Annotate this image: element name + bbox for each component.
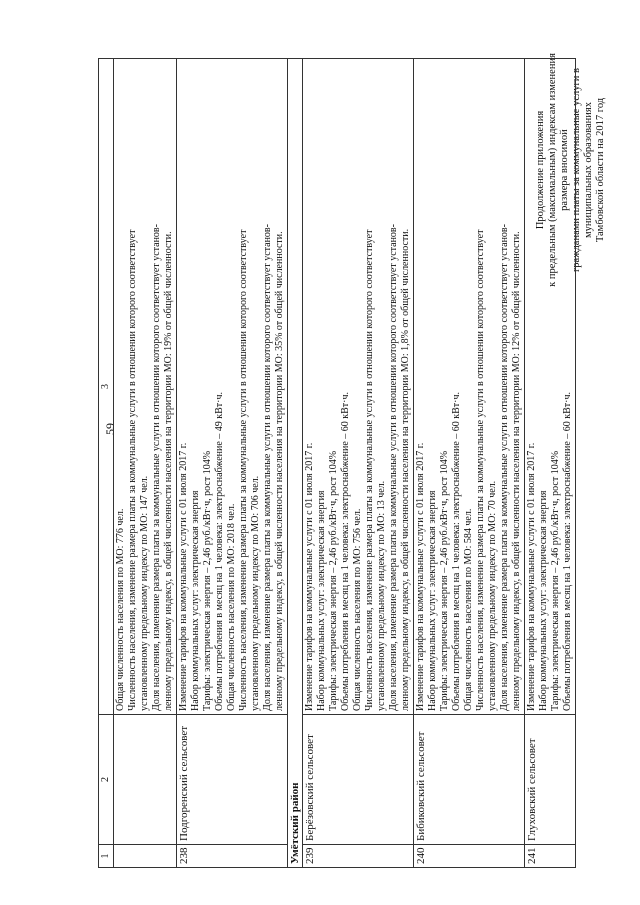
- header-line: гражданами платы за коммунальные услуги в муниципальных образованиях: [571, 67, 594, 273]
- detail-line: Численность населения, изменение размера платы за коммунальные услуги в отношении которого соответствует: [238, 229, 249, 711]
- detail-line: Численность населения, изменение размера платы за коммунальные услуги в отношении которого соответствует: [127, 229, 138, 711]
- row-number: [114, 845, 177, 868]
- detail-line: установленному предельному индексу по МО: 70 чел.: [487, 480, 498, 711]
- column-header: 1: [99, 845, 114, 868]
- detail-line: Тарифы: электрическая энергия – 2,46 руб./кВт·ч, рост 104%: [328, 450, 339, 711]
- column-header: 2: [99, 715, 114, 845]
- table-row: [525, 59, 576, 868]
- municipality-name: Берёзовский сельсовет: [303, 715, 414, 845]
- table-row: [414, 59, 525, 868]
- detail-line: установленному предельному индексу по МО: 13 чел.: [376, 480, 387, 711]
- detail-line: ленному предельному индексу, в общей численности населения на территории МО: 1,8% от общей численности.: [400, 228, 411, 711]
- municipality-name: Подгоренский сельсовет: [177, 715, 288, 845]
- detail-line: Общая численность населения по МО: 756 чел.: [352, 508, 363, 711]
- district-heading: Умётский район: [288, 59, 303, 868]
- municipality-name: Глуховский сельсовет: [525, 715, 576, 845]
- municipality-name: [114, 715, 177, 845]
- detail-line: ленному предельному индексу, в общей численности населения на территории МО: 35% от общей численности.: [274, 231, 285, 711]
- tariff-details: [303, 59, 414, 715]
- row-number: 239: [303, 845, 414, 868]
- municipality-name: Бибиковский сельсовет: [414, 715, 525, 845]
- tariff-details: [525, 59, 576, 715]
- header-line: Продолжение приложения: [535, 110, 546, 230]
- row-number: 240: [414, 845, 525, 868]
- detail-line: Изменение тарифов на коммунальные услуги с 01 июля 2017 г.: [178, 442, 189, 711]
- tariff-details: [114, 59, 177, 715]
- tariff-table: [98, 58, 576, 868]
- detail-line: Доля населения, изменение размера платы за коммунальные услуги в отношении которого соответствует установ-: [151, 224, 162, 711]
- detail-line: Объемы потребления в месяц на 1 человека: электроснабжение – 60 кВт·ч.: [451, 391, 462, 711]
- tariff-details: [414, 59, 525, 715]
- table-row: [114, 59, 177, 868]
- page-number: 59: [103, 423, 117, 435]
- detail-line: Объемы потребления в месяц на 1 человека: электроснабжение – 60 кВт·ч.: [562, 391, 573, 711]
- detail-line: Общая численность населения по МО: 2018 чел.: [226, 503, 237, 711]
- detail-line: Общая численность населения по МО: 584 чел.: [463, 508, 474, 711]
- detail-line: Численность населения, изменение размера платы за коммунальные услуги в отношении которого соответствует: [364, 229, 375, 711]
- row-number: 241: [525, 845, 576, 868]
- detail-line: установленному предельному индексу по МО: 147 чел.: [139, 475, 150, 711]
- detail-line: установленному предельному индексу по МО: 706 чел.: [250, 475, 261, 711]
- header-line: к предельным (максимальным) индексам изменения размера вносимой: [547, 53, 570, 287]
- detail-line: Тарифы: электрическая энергия – 2,46 руб./кВт·ч, рост 104%: [439, 450, 450, 711]
- tariff-details: [177, 59, 288, 715]
- detail-line: Набор коммунальных услуг: электрическая энергия: [427, 490, 438, 711]
- detail-line: Тарифы: электрическая энергия – 2,46 руб./кВт·ч, рост 104%: [550, 450, 561, 711]
- header-row: [99, 59, 114, 868]
- detail-line: ленному предельному индексу, в общей численности населения на территории МО: 19% от общей численности.: [163, 231, 174, 711]
- detail-line: Набор коммунальных услуг: электрическая энергия: [316, 490, 327, 711]
- row-number: 238: [177, 845, 288, 868]
- detail-line: Изменение тарифов на коммунальные услуги с 01 июля 2017 г.: [304, 442, 315, 711]
- detail-line: Общая численность населения по МО: 776 чел.: [115, 508, 126, 711]
- detail-line: Изменение тарифов на коммунальные услуги с 01 июля 2017 г.: [526, 442, 537, 711]
- detail-line: Изменение тарифов на коммунальные услуги с 01 июля 2017 г.: [415, 442, 426, 711]
- column-header: 3: [99, 59, 114, 715]
- table-row: [177, 59, 288, 868]
- detail-line: Набор коммунальных услуг: электрическая энергия: [190, 490, 201, 711]
- detail-line: ленному предельному индексу, в общей численности населения на территории МО: 12% от общей численности.: [511, 231, 522, 711]
- detail-line: Доля населения, изменение размера платы за коммунальные услуги в отношении которого соответствует установ-: [499, 224, 510, 711]
- table-row: [288, 59, 303, 868]
- detail-line: Доля населения, изменение размера платы за коммунальные услуги в отношении которого соответствует установ-: [388, 224, 399, 711]
- table-body: [114, 59, 576, 868]
- detail-line: Доля населения, изменение размера платы за коммунальные услуги в отношении которого соответствует установ-: [262, 224, 273, 711]
- detail-line: Объемы потребления в месяц на 1 человека: электроснабжение – 49 кВт·ч.: [214, 391, 225, 711]
- header-line: Тамбовской области на 2017 год: [595, 97, 606, 243]
- detail-line: Численность населения, изменение размера платы за коммунальные услуги в отношении которого соответствует: [475, 229, 486, 711]
- table-row: [303, 59, 414, 868]
- detail-line: Тарифы: электрическая энергия – 2,46 руб./кВт·ч, рост 104%: [202, 450, 213, 711]
- detail-line: Набор коммунальных услуг: электрическая энергия: [538, 490, 549, 711]
- detail-line: Объемы потребления в месяц на 1 человека: электроснабжение – 60 кВт·ч.: [340, 391, 351, 711]
